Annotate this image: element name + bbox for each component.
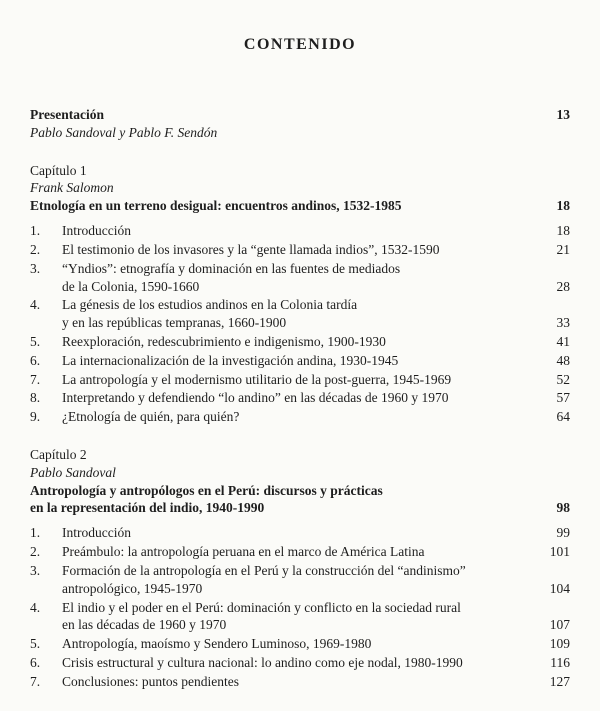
chapter-title-line: Antropología y antropólogos en el Perú: discursos y prácticas (30, 482, 383, 498)
item-row (30, 543, 570, 561)
item-page: 21 (556, 241, 570, 257)
item-text (62, 673, 544, 691)
item-page: 48 (556, 352, 570, 368)
chapter-page: 98 (556, 500, 570, 516)
item-row (30, 635, 570, 653)
item-row (30, 524, 570, 542)
item-number: 2. (30, 544, 41, 560)
item-page: 116 (550, 654, 570, 670)
chapter-author: Frank Salomon (30, 180, 114, 196)
item-row (30, 408, 570, 426)
item-page: 57 (556, 390, 570, 406)
item-text (62, 389, 544, 407)
item-text-line: El indio y el poder en el Perú: dominación y conflicto en la sociedad rural (62, 599, 461, 615)
item-number: 4. (30, 599, 41, 615)
item-number: 1. (30, 525, 41, 541)
item-text-line: en las décadas de 1960 y 1970 (62, 617, 227, 633)
item-row (30, 673, 570, 691)
chapter-items (30, 222, 570, 426)
frontmatter-page: 13 (556, 107, 570, 122)
item-page: 33 (556, 315, 570, 331)
item-text-line: de la Colonia, 1590-1660 (62, 278, 200, 294)
item-row (30, 222, 570, 240)
item-text (62, 543, 544, 561)
item-text (62, 599, 544, 635)
item-page: 127 (549, 673, 570, 689)
item-page: 107 (549, 617, 570, 633)
chapter-items (30, 524, 570, 690)
item-number: 3. (30, 260, 41, 276)
item-text-line: La génesis de los estudios andinos en la Colonia tardía (62, 297, 358, 313)
item-number: 3. (30, 562, 41, 578)
item-number: 5. (30, 333, 41, 349)
item-text (62, 654, 544, 672)
item-page: 18 (556, 223, 570, 239)
frontmatter-authors: Pablo Sandoval y Pablo F. Sendón (30, 124, 218, 140)
item-text (62, 371, 544, 389)
frontmatter-text (30, 106, 544, 142)
item-row (30, 352, 570, 370)
item-number: 9. (30, 409, 41, 425)
item-number: 5. (30, 636, 41, 652)
item-text-line: La internacionalización de la investigación andina, 1930-1945 (62, 352, 399, 368)
item-row (30, 260, 570, 296)
item-text (62, 241, 544, 259)
chapter-author: Pablo Sandoval (30, 464, 116, 480)
item-text-line: ¿Etnología de quién, para quién? (62, 409, 240, 425)
item-number: 1. (30, 223, 41, 239)
item-text-line: La antropología y el modernismo utilitario de la post-guerra, 1945-1969 (62, 371, 452, 387)
item-text (62, 296, 544, 332)
item-text (62, 562, 544, 598)
item-text (62, 408, 544, 426)
item-text (62, 260, 544, 296)
item-text-line: Antropología, maoísmo y Sendero Luminoso, 1969-1980 (62, 636, 372, 652)
item-text-line: Conclusiones: puntos pendientes (62, 673, 239, 689)
item-page: 64 (556, 409, 570, 425)
frontmatter-entry (30, 106, 570, 142)
item-number: 8. (30, 390, 41, 406)
chapter-title (30, 482, 544, 518)
item-page: 104 (549, 580, 570, 596)
item-page: 28 (556, 278, 570, 294)
item-text-line: Introducción (62, 223, 131, 239)
item-page: 41 (556, 333, 570, 349)
item-text-line: y en las repúblicas tempranas, 1660-1900 (62, 315, 287, 331)
chapter-section (30, 162, 570, 426)
item-row (30, 599, 570, 635)
item-row (30, 389, 570, 407)
item-text (62, 524, 544, 542)
item-number: 6. (30, 352, 41, 368)
item-text-line: antropológico, 1945-1970 (62, 580, 203, 596)
chapter-label: Capítulo 2 (30, 447, 87, 462)
item-text-line: Reexploración, redescubrimiento e indigenismo, 1900-1930 (62, 333, 386, 349)
item-row (30, 654, 570, 672)
item-row (30, 371, 570, 389)
item-text (62, 333, 544, 351)
chapter-section (30, 446, 570, 691)
chapter-title-line: en la representación del indio, 1940-1990 (30, 500, 265, 516)
chapter-page: 18 (556, 198, 570, 214)
chapter-label: Capítulo 1 (30, 162, 87, 178)
chapter-title-row (30, 482, 570, 518)
chapters (30, 162, 570, 691)
item-text (62, 222, 544, 240)
item-number: 6. (30, 654, 41, 670)
item-text-line: “Yndios”: etnografía y dominación en las fuentes de mediados (62, 260, 401, 276)
page-title: CONTENIDO (243, 36, 357, 53)
item-page: 99 (556, 525, 570, 541)
item-text-line: Crisis estructural y cultura nacional: lo andino como eje nodal, 1980-1990 (62, 654, 463, 670)
item-row (30, 241, 570, 259)
item-text-line: Preámbulo: la antropología peruana en el marco de América Latina (62, 544, 425, 560)
chapter-title-row (30, 197, 570, 215)
item-row (30, 562, 570, 598)
item-number: 4. (30, 297, 41, 313)
item-text (62, 635, 544, 653)
item-number: 7. (30, 371, 41, 387)
item-page: 109 (549, 636, 570, 652)
item-number: 2. (30, 241, 41, 257)
chapter-title-line: Etnología en un terreno desigual: encuentros andinos, 1532-1985 (30, 198, 402, 214)
item-page: 52 (556, 371, 570, 387)
item-text-line: Formación de la antropología en el Perú y la construcción del “andinismo” (62, 562, 466, 578)
item-number: 7. (30, 673, 41, 689)
item-page: 101 (549, 544, 570, 560)
item-text-line: Interpretando y defendiendo “lo andino” en las décadas de 1960 y 1970 (62, 390, 449, 406)
item-row (30, 296, 570, 332)
frontmatter-title: Presentación (30, 107, 104, 122)
item-row (30, 333, 570, 351)
item-text (62, 352, 544, 370)
chapter-title (30, 197, 544, 215)
item-text-line: Introducción (62, 525, 131, 541)
item-text-line: El testimonio de los invasores y la “gente llamada indios”, 1532-1590 (62, 241, 440, 257)
